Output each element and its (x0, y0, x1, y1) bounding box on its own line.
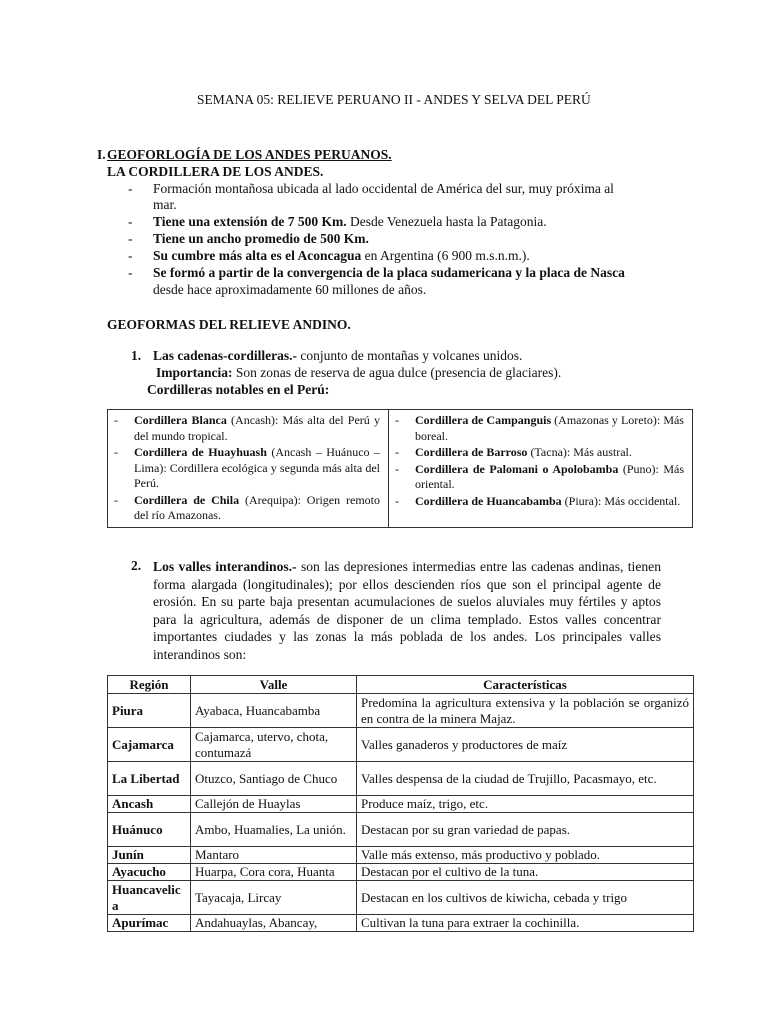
cell-valle: Huarpa, Cora cora, Huanta (191, 864, 357, 881)
bullet-3: - (128, 231, 133, 246)
geoformas-heading: GEOFORMAS DEL RELIEVE ANDINO. (107, 317, 351, 332)
cell-valle: Andahuaylas, Abancay, (191, 915, 357, 932)
cell-region: Junín (108, 847, 191, 864)
cell-caracteristicas: Cultivan la tuna para extraer la cochinilla. (357, 915, 694, 932)
table-row (108, 881, 694, 915)
cell-valle: Ayabaca, Huancabamba (191, 694, 357, 728)
table-row (108, 813, 694, 847)
cell-caracteristicas: Predomina la agricultura extensiva y la población se organizó en contra de la minera Majaz. (357, 694, 694, 728)
item-2-paragraph: Los valles interandinos.- son las depresiones intermedias entre las cadenas andinas, tienen forma alargada (longitudinales); por ellos descienden ríos que son el principal agente de erosión. En su parte baja presentan acumulaciones de suelos aluviales muy fértiles y aptos para la agricultura, además de disponer de un clima templado. Estos valles concentrar importantes ciudades y las zonas la más poblada de los andes. Los principales valles interandinos son: (153, 559, 661, 662)
cell-caracteristicas: Destacan por el cultivo de la tuna. (357, 864, 694, 881)
importancia-text: Importancia: Son zonas de reserva de agua dulce (presencia de glaciares). (156, 365, 562, 380)
bullet-1-line-1: Formación montañosa ubicada al lado occidental de América del sur, muy próxima al (153, 181, 614, 196)
header-valle: Valle (191, 676, 357, 694)
cordillera-item: - Cordillera de Chila (Arequipa): Origen remoto del río Amazonas. (114, 492, 380, 522)
bullet-1-line-2: mar. (153, 197, 177, 212)
bullet-4: - (128, 248, 133, 263)
valles-table (107, 675, 694, 932)
cell-region: Apurímac (108, 915, 191, 932)
table-row (108, 864, 694, 881)
cell-valle: Otuzco, Santiago de Chuco (191, 762, 357, 796)
bullet-5-line-1: Se formó a partir de la convergencia de la placa sudamericana y la placa de Nasca (153, 265, 625, 280)
table-row (108, 728, 694, 762)
header-caracteristicas: Características (357, 676, 694, 694)
section-heading: GEOFORLOGÍA DE LOS ANDES PERUANOS. (107, 147, 392, 162)
item-1-text: Las cadenas-cordilleras.- conjunto de montañas y volcanes unidos. (153, 348, 523, 363)
section-subheading: LA CORDILLERA DE LOS ANDES. (107, 164, 324, 179)
cell-valle: Callejón de Huaylas (191, 796, 357, 813)
cell-caracteristicas: Valles despensa de la ciudad de Trujillo, Pacasmayo, etc. (357, 762, 694, 796)
cell-valle: Cajamarca, utervo, chota, contumazá (191, 728, 357, 762)
bullet-2-text: Tiene una extensión de 7 500 Km. Desde Venezuela hasta la Patagonia. (153, 214, 547, 229)
item-1-number: 1. (131, 348, 142, 363)
bullet-3-text: Tiene un ancho promedio de 500 Km. (153, 231, 369, 246)
cordilleras-right-column (389, 410, 693, 528)
cordillera-item: - Cordillera de Barroso (Tacna): Más austral. (395, 445, 632, 459)
table-row (108, 796, 694, 813)
table-row (108, 762, 694, 796)
cordillera-item: - Cordillera de Palomani o Apolobamba (Puno): Más oriental. (395, 461, 685, 491)
cordillera-item: - Cordillera de Huayhuash (Ancash – Huánuco – Lima): Cordillera ecológica y segunda más alta del Perú. (114, 445, 380, 490)
bullet-1: - (128, 181, 133, 196)
cell-caracteristicas: Valle más extenso, más productivo y poblado. (357, 847, 694, 864)
cell-region: Huancavelica (108, 881, 191, 915)
table-row (108, 847, 694, 864)
table-row (108, 694, 694, 728)
cell-region: Cajamarca (108, 728, 191, 762)
page-title: SEMANA 05: RELIEVE PERUANO II - ANDES Y SELVA DEL PERÚ (197, 92, 591, 107)
section-number: I. (97, 147, 106, 162)
cordillera-item: - Cordillera de Huancabamba (Piura): Más occidental. (395, 493, 681, 508)
cell-region: Piura (108, 694, 191, 728)
table-row (108, 915, 694, 932)
table-header-row (108, 676, 694, 694)
cordilleras-table (107, 409, 693, 528)
cordillera-item: - Cordillera Blanca (Ancash): Más alta del Perú y del mundo tropical. (114, 413, 380, 443)
cell-caracteristicas: Destacan por su gran variedad de papas. (357, 813, 694, 847)
cordilleras-left-column (108, 410, 389, 528)
cell-caracteristicas: Valles ganaderos y productores de maíz (357, 728, 694, 762)
bullet-2: - (128, 214, 133, 229)
cordilleras-notables-label: Cordilleras notables en el Perú: (147, 382, 330, 397)
cell-region: Huánuco (108, 813, 191, 847)
cordillera-item: - Cordillera de Campanguis (Amazonas y Loreto): Más boreal. (395, 413, 684, 443)
cell-caracteristicas: Destacan en los cultivos de kiwicha, cebada y trigo (357, 881, 694, 915)
cell-valle: Tayacaja, Lircay (191, 881, 357, 915)
bullet-5-line-2: desde hace aproximadamente 60 millones de años. (153, 282, 427, 297)
cell-region: Ayacucho (108, 864, 191, 881)
bullet-5: - (128, 265, 133, 280)
bullet-4-text: Su cumbre más alta es el Aconcagua en Argentina (6 900 m.s.n.m.). (153, 248, 530, 263)
cell-valle: Mantaro (191, 847, 357, 864)
cell-caracteristicas: Produce maíz, trigo, etc. (357, 796, 694, 813)
cell-region: Ancash (108, 796, 191, 813)
header-region: Región (108, 676, 191, 694)
item-2-number: 2. (131, 558, 142, 573)
cell-region: La Libertad (108, 762, 191, 796)
cell-valle: Ambo, Huamalies, La unión. (191, 813, 357, 847)
